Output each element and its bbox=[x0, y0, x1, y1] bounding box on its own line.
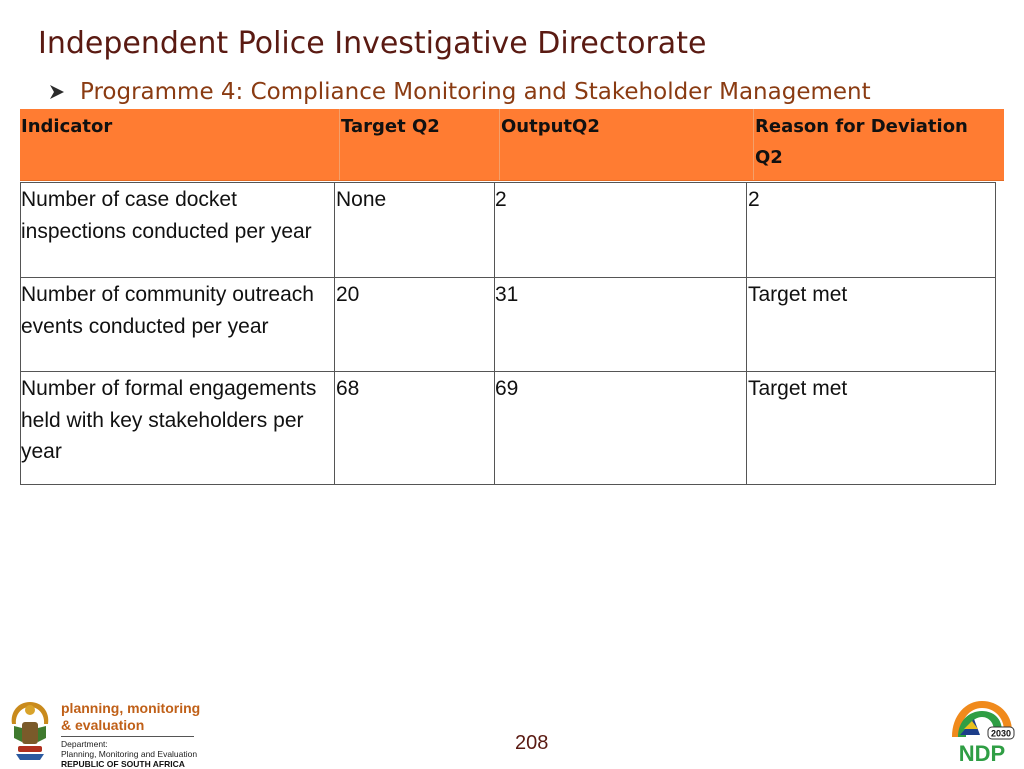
table-row-1-output: 2 bbox=[495, 188, 507, 211]
dpme-wordmark bbox=[61, 700, 200, 769]
table-row-2-target: 20 bbox=[336, 283, 360, 306]
table-row-3-reason: Target met bbox=[748, 377, 848, 400]
header-output-q2: OutputQ2 bbox=[501, 116, 600, 137]
subtitle-text: Programme 4: Compliance Monitoring and Stakeholder Management bbox=[80, 79, 871, 105]
table-header-row bbox=[20, 109, 1004, 181]
page-number: 208 bbox=[515, 732, 549, 754]
arrowhead-bullet-icon bbox=[48, 83, 66, 101]
column-divider bbox=[334, 183, 335, 484]
row-divider bbox=[21, 371, 995, 372]
dpme-line-1: planning, monitoring bbox=[61, 700, 201, 716]
table-row-1-target: None bbox=[336, 188, 387, 211]
dpme-line-2: & evaluation bbox=[61, 717, 145, 733]
ndp-text: NDP bbox=[958, 741, 1006, 765]
coat-of-arms-icon bbox=[4, 698, 56, 764]
table-row-3-indicator: Number of formal engagements held with key stakeholders per year bbox=[21, 377, 317, 463]
slide-title: Independent Police Investigative Directorate bbox=[38, 26, 707, 61]
dept-country: REPUBLIC OF SOUTH AFRICA bbox=[61, 759, 185, 769]
slide-subtitle bbox=[48, 79, 871, 105]
table-row-2-indicator: Number of community outreach events conducted per year bbox=[21, 283, 314, 338]
indicator-table bbox=[20, 182, 996, 485]
table-row-3-target: 68 bbox=[336, 377, 360, 400]
column-divider bbox=[746, 183, 747, 484]
table-row-1-reason: 2 bbox=[748, 188, 760, 211]
dept-label: Department: bbox=[61, 739, 108, 749]
table-row-3-output: 69 bbox=[495, 377, 519, 400]
row-divider bbox=[21, 277, 995, 278]
header-indicator: Indicator bbox=[21, 116, 113, 137]
header-reason-deviation: Reason for Deviation Q2 bbox=[755, 116, 968, 168]
dpme-divider bbox=[61, 736, 194, 737]
table-row-2-output: 31 bbox=[495, 283, 519, 306]
dept-name: Planning, Monitoring and Evaluation bbox=[61, 748, 198, 759]
header-target-q2: Target Q2 bbox=[341, 116, 440, 137]
table-row-1-indicator: Number of case docket inspections conducted per year bbox=[21, 188, 312, 243]
ndp-badge-text: 2030 bbox=[990, 728, 1012, 739]
column-divider bbox=[494, 183, 495, 484]
table-row-2-reason: Target met bbox=[748, 283, 848, 306]
ndp-2030-logo-icon bbox=[944, 697, 1018, 765]
